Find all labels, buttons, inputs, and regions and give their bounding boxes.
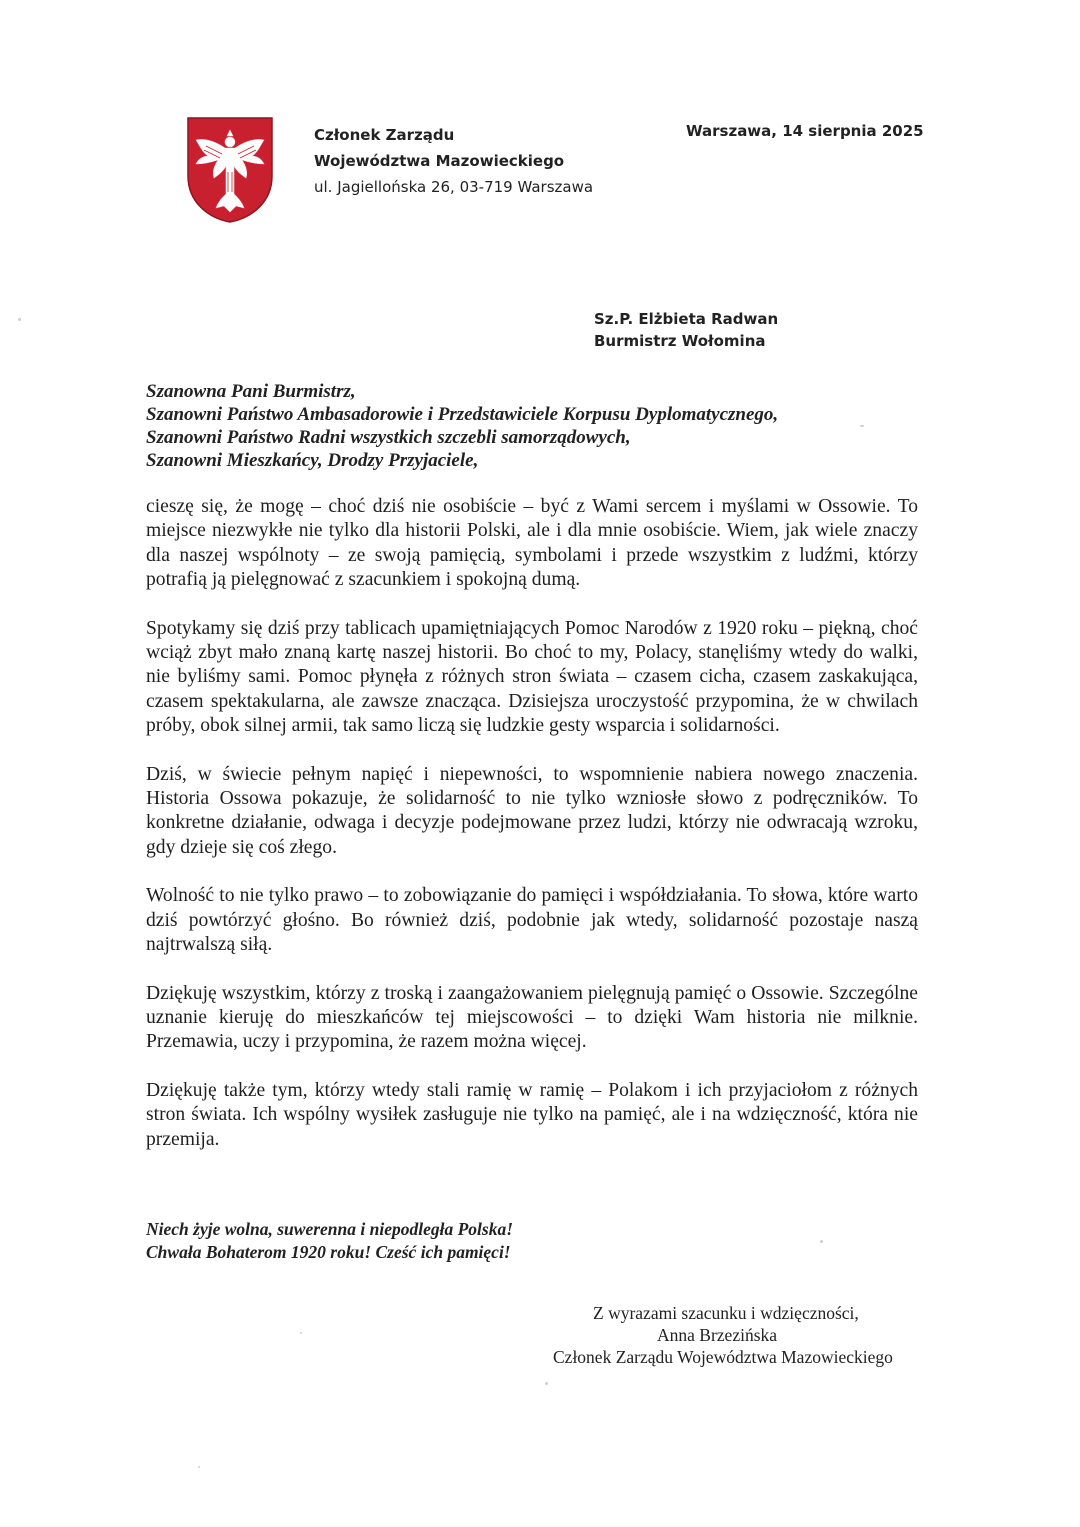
body-paragraph: Dziś, w świecie pełnym napięć i niepewności, to wspomnienie nabiera nowego znaczenia. Historia Ossowa pokazuje, że solidarność to nie tylko wzniosłe słowo z podręczników. To konkretne działanie, odwaga i decyzje podejmowane przez ludzi, którzy nie odwracają wzroku, gdy dzieje się coś złego. (146, 763, 918, 858)
salutation-block (0, 380, 778, 472)
sender-address: ul. Jagiellońska 26, 03-719 Warszawa (314, 178, 594, 196)
closing-line: Chwała Bohaterom 1920 roku! Cześć ich pamięci! (146, 1242, 511, 1262)
body-paragraph: Wolność to nie tylko prawo – to zobowiązanie do pamięci i współdziałania. To słowa, które warto dziś powtórzyć głośno. Bo również dziś, podobnie jak wtedy, solidarność pozostaje naszą najtrwalszą siłą. (146, 885, 918, 956)
body-paragraph: cieszę się, że mogę – choć dziś nie osobiście – być z Wami sercem i myślami w Ossowie. To miejsce niezwykłe nie tylko dla historii Polski, ale i dla mnie osobiście. Wiem, jak wiele znaczy dla naszej wspólnoty – ze swoją pamięcią, symbolami i przede wszystkim z ludźmi, którzy potrafią ją pielęgnować z szacunkiem i spokojną dumą. (146, 496, 918, 591)
signature-title: Członek Zarządu Województwa Mazowieckiego (553, 1347, 893, 1367)
signature-name: Anna Brzezińska (657, 1325, 778, 1345)
body-paragraph: Dziękuję wszystkim, którzy z troską i zaangażowaniem pielęgnują pamięć o Ossowie. Szczególne uznanie kieruję do mieszkańców tej miejscowości – to dzięki Wam historia nie milknie. Przemawia, uczy i przypomina, że razem można więcej. (146, 982, 918, 1053)
closing-line: Niech żyje wolna, suwerenna i niepodległa Polska! (146, 1219, 514, 1239)
recipient-name: Sz.P. Elżbieta Radwan (594, 310, 779, 328)
scan-noise (545, 1382, 548, 1385)
sender-role: Członek Zarządu (314, 126, 455, 144)
signature-regards: Z wyrazami szacunku i wdzięczności, (593, 1303, 859, 1323)
body-paragraph: Dziękuję także tym, którzy wtedy stali ramię w ramię – Polakom i ich przyjaciołom z różnych stron świata. Ich wspólny wysiłek zasługuje nie tylko na pamięć, ale i na wdzięczność, która nie przemija. (146, 1079, 918, 1150)
sender-block (314, 122, 593, 200)
scan-noise (860, 425, 864, 427)
scan-noise (18, 318, 21, 321)
salutation-line: Szanowni Państwo Ambasadorowie i Przedstawiciele Korpusu Dyplomatycznego, (146, 404, 779, 425)
recipient-block (594, 308, 778, 352)
salutation-line: Szanowni Państwo Radni wszystkich szczebli samorządowych, (146, 427, 631, 448)
letter-date: Warszawa, 14 sierpnia 2025 (686, 122, 924, 140)
closing-slogans (146, 1218, 513, 1264)
body-paragraph: Spotykamy się dziś przy tablicach upamiętniających Pomoc Narodów z 1920 roku – piękną, choć wciąż zbyt mało znaną kartę naszej historii. Bo choć to my, Polacy, stanęliśmy wtedy do walki, nie byliśmy sami. Pomoc płynęła z różnych stron świata – czasem cicha, czasem zaskakująca, czasem spektakularna, ale zawsze znacząca. Dzisiejsza uroczystość przypomina, że w chwilach próby, obok silnej armii, tak samo liczą się ludzkie gesty wsparcia i solidarności. (146, 617, 918, 737)
sender-organization: Województwa Mazowieckiego (314, 152, 565, 170)
scan-noise (820, 1240, 823, 1243)
scan-noise (198, 1466, 200, 1468)
recipient-title: Burmistrz Wołomina (594, 332, 766, 350)
salutation-line: Szanowna Pani Burmistrz, (146, 381, 356, 402)
mazovia-crest-icon (186, 116, 274, 224)
scan-noise (300, 1332, 302, 1334)
signature-block (540, 1302, 910, 1368)
salutation-line: Szanowni Mieszkańcy, Drodzy Przyjaciele, (146, 450, 479, 471)
letter-body (146, 495, 918, 1176)
